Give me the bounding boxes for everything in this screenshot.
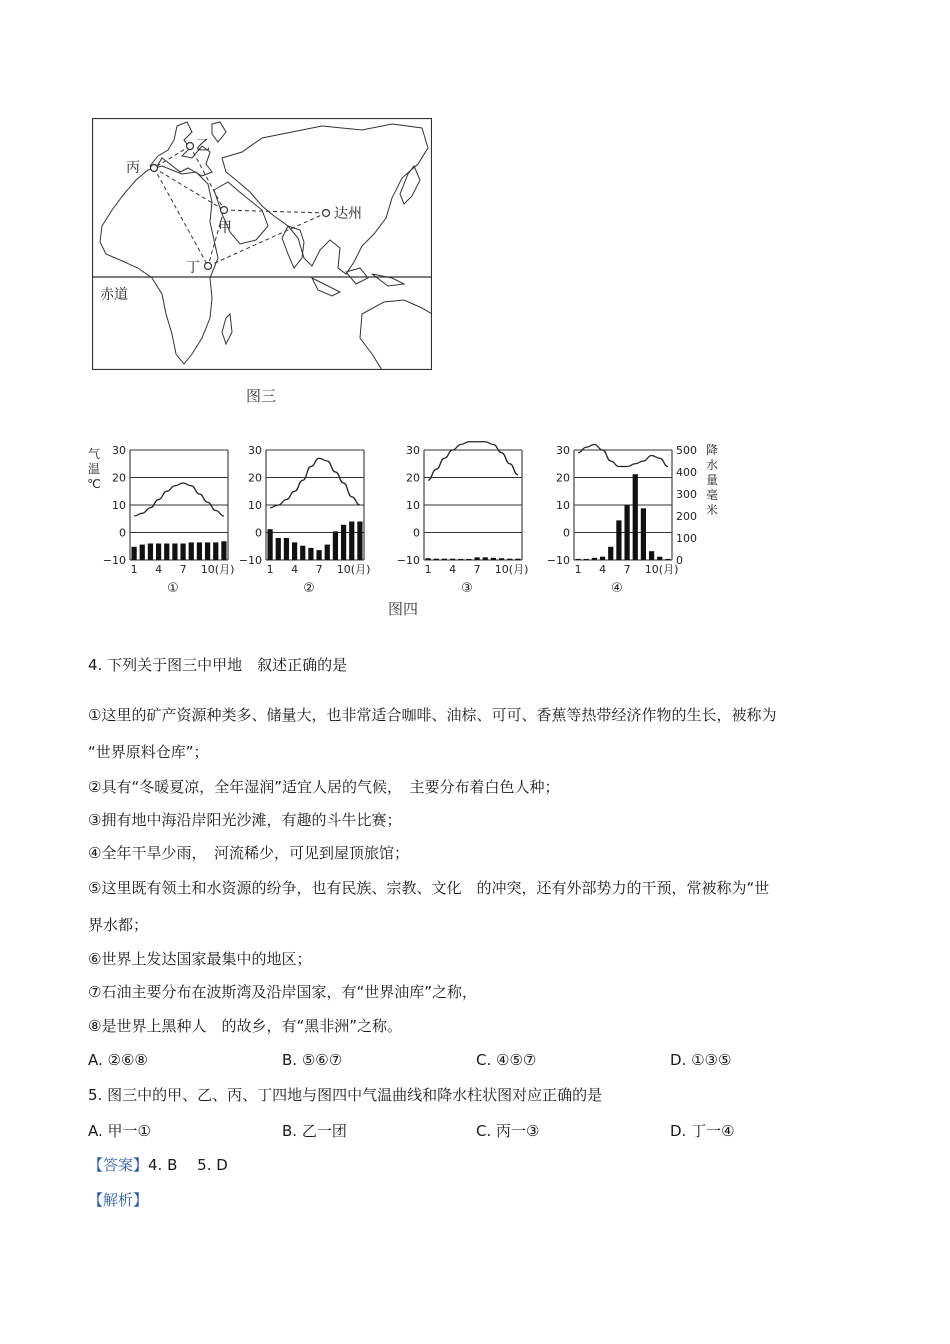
chart-2-temp-tick: 30 [248,444,262,457]
chart-2-precip-bar [341,525,346,560]
precip-axis-label: 水 [705,458,719,472]
precip-tick: 0 [676,554,683,567]
answer-line [88,1155,228,1175]
chart-4-month-tick: 4 [599,563,607,576]
chart-2-precip-bar [357,522,362,561]
chart-2-precip-bar [300,546,305,560]
chart-3-precip-bar [450,559,455,560]
chart-4-precip-bar [584,559,589,560]
chart-1-precip-bar [148,544,153,561]
chart-3-precip-bar [507,559,512,560]
chart-1-precip-bar [221,541,226,560]
chart-1-precip-bar [172,544,177,561]
point-yi [187,143,194,150]
q5-option-c[interactable]: C. 丙一③ [476,1122,540,1140]
answer-text: 4. B 5. D [148,1156,228,1174]
chart-2-precip-bar [267,529,272,560]
chart-2-title: ② [303,581,315,596]
chart-4-temp-tick: −10 [546,554,570,567]
label-jia: 甲 [218,220,232,236]
q4-statement-8: ⑧是世界上黑种人 的故乡，有“黑非洲”之称。 [88,1017,402,1035]
chart-2-temp-tick: −10 [238,554,262,567]
chart-3-precip-bar [425,558,430,560]
q5-option-d[interactable]: D. 丁一④ [670,1122,735,1140]
chart-3-temperature-line [428,442,518,481]
chart-1-month-tick: 7 [179,563,187,576]
q4-statement-1-cont: “世界原料仓库”； [88,743,209,761]
q4-option-c[interactable]: C. ④⑤⑦ [476,1051,537,1069]
chart-1-temperature-line [134,483,224,516]
chart-3-precip-bar [491,558,496,560]
point-jia [221,207,228,214]
chart-3-temp-tick: −10 [396,554,420,567]
chart-4-precip-bar [657,557,662,560]
chart-1-precip-bar [131,547,136,560]
climate-charts-figure [82,432,742,600]
q4-statement-1: ①这里的矿产资源种类多、储量大，也非常适合咖啡、油棕、可可、香蕉等热带经济作物的生长，被称为 [88,706,777,724]
precip-axis-label: 毫 [705,488,719,502]
chart-4-month-tick: 10(月) [644,563,679,576]
chart-3-precip-bar [483,557,488,560]
chart-2-precip-bar [349,522,354,561]
precip-tick: 100 [676,532,697,545]
chart-4-month-tick: 7 [623,563,631,576]
chart-4-temp-tick: 20 [556,471,570,485]
chart-1-precip-bar [156,544,161,561]
temp-axis-label: 温 [87,462,101,476]
chart-3-month-tick: 4 [449,563,457,576]
point-dazhou [323,210,330,217]
chart-2-precip-bar [308,548,313,560]
chart-1-title: ① [167,581,179,596]
chart-3-precip-bar [515,559,520,560]
q4-statement-7: ⑦石油主要分布在波斯湾及沿岸国家，有“世界油库”之称， [88,983,477,1001]
chart-4-precip-bar [592,558,597,560]
precip-tick: 500 [676,444,697,457]
label-dazhou: 达州 [334,206,362,222]
q4-statement-5-cont: 界水都； [88,916,149,934]
chart-4-precip-bar [624,505,629,560]
chart-1-temp-tick: −10 [102,554,126,567]
q5-stem: 5. 图三中的甲、乙、丙、丁四地与图四中气温曲线和降水柱状图对应正确的是 [88,1086,603,1104]
chart-3-precip-bar [458,559,463,560]
label-ding: 丁 [186,260,200,276]
chart-1-month-tick: 10(月) [200,563,235,576]
chart-2-precip-bar [316,550,321,560]
chart-4-title: ④ [611,581,623,596]
precip-tick: 200 [676,510,697,523]
chart-2-month-tick: 7 [315,563,323,576]
chart-2-precip-bar [292,542,297,560]
point-bing [151,165,158,172]
chart-1-temp-tick: 10 [112,499,126,512]
chart-4-temperature-line [578,445,668,467]
answer-tag: 【答案】 [88,1156,149,1174]
precip-tick: 400 [676,466,697,479]
q5-option-a[interactable]: A. 甲一① [88,1122,151,1140]
chart-4-temp-tick: 0 [563,526,570,540]
chart-1-month-tick: 1 [130,563,138,576]
chart-1-temp-tick: 30 [112,444,126,457]
q4-option-a[interactable]: A. ②⑥⑧ [88,1051,148,1069]
chart-3-title: ③ [461,581,473,596]
precip-axis-label: 量 [705,473,719,487]
chart-4-precip-bar [641,508,646,560]
chart-1-precip-bar [140,545,145,560]
chart-4-month-tick: 1 [574,563,582,576]
point-ding [205,263,212,270]
world-map-figure [92,118,432,370]
temp-axis-label: 气 [87,447,101,461]
chart-1-precip-bar [189,542,194,560]
q4-statement-5: ⑤这里既有领土和水资源的纷争，也有民族、宗教、文化 的冲突，还有外部势力的干预，常被称为“世 [88,879,770,897]
q4-stem: 4. 下列关于图三中甲地 叙述正确的是 [88,656,348,674]
q4-option-d[interactable]: D. ①③⑤ [670,1051,732,1069]
chart-3-month-tick: 7 [473,563,481,576]
chart-2-temp-tick: 0 [255,526,262,540]
chart-4-precip-bar [665,559,670,560]
chart-3-precip-bar [474,557,479,560]
chart-2-precip-bar [333,531,338,560]
temp-axis-label: ℃ [87,477,101,491]
chart-3-temp-tick: 20 [406,471,420,485]
precip-axis-label: 降 [705,443,719,457]
chart-3-precip-bar [434,559,439,560]
chart-1-month-tick: 4 [155,563,163,576]
chart-2-precip-bar [284,538,289,560]
chart-2-month-tick: 10(月) [336,563,371,576]
chart-2-precip-bar [325,545,330,560]
chart-3-precip-bar [442,559,447,560]
precip-tick: 300 [676,488,697,501]
figure3-caption: 图三 [246,387,277,405]
chart-1-precip-bar [164,544,169,561]
chart-1-precip-bar [205,542,210,560]
chart-1-precip-bar [180,544,185,561]
q4-statement-4: ④全年干旱少雨， 河流稀少，可见到屋顶旅馆； [88,844,409,862]
chart-4-precip-bar [575,559,580,560]
analysis-line [88,1190,148,1210]
chart-3-month-tick: 1 [424,563,432,576]
label-bing: 丙 [126,160,140,176]
chart-1-temp-tick: 20 [112,471,126,485]
chart-2-precip-bar [276,538,281,560]
chart-2-temperature-line [270,458,360,508]
q4-statement-2: ②具有“冬暖夏凉，全年湿润”适宜人居的气候， 主要分布着白色人种； [88,778,560,796]
chart-2-month-tick: 4 [291,563,299,576]
q4-statement-3: ③拥有地中海沿岸阳光沙滩，有趣的斗牛比赛； [88,811,402,829]
q4-option-b[interactable]: B. ⑤⑥⑦ [282,1051,343,1069]
chart-3-temp-tick: 10 [406,499,420,512]
chart-2-temp-tick: 10 [248,499,262,512]
chart-4-precip-bar [600,557,605,560]
chart-3-precip-bar [499,558,504,560]
chart-4-precip-bar [608,547,613,560]
chart-3-precip-bar [466,559,471,560]
chart-3-month-tick: 10(月) [494,563,529,576]
chart-2-temp-tick: 20 [248,471,262,485]
q5-option-b[interactable]: B. 乙一团 [282,1122,347,1140]
chart-3-temp-tick: 0 [413,526,420,540]
analysis-tag: 【解析】 [88,1191,149,1209]
chart-1-temp-tick: 0 [119,526,126,540]
chart-4-precip-bar [633,474,638,560]
chart-4-precip-bar [616,520,621,560]
chart-4-temp-tick: 10 [556,499,570,512]
chart-2-month-tick: 1 [266,563,274,576]
label-yi: 乙 [196,138,210,154]
figure4-caption: 图四 [388,600,419,618]
chart-1-precip-bar [197,542,202,560]
label-equator: 赤道 [100,287,128,303]
q4-statement-6: ⑥世界上发达国家最集中的地区； [88,950,312,968]
chart-3-temp-tick: 30 [406,444,420,457]
precip-axis-label: 米 [705,503,719,517]
chart-4-precip-bar [649,551,654,560]
chart-4-temp-tick: 30 [556,444,570,457]
chart-1-precip-bar [213,542,218,560]
